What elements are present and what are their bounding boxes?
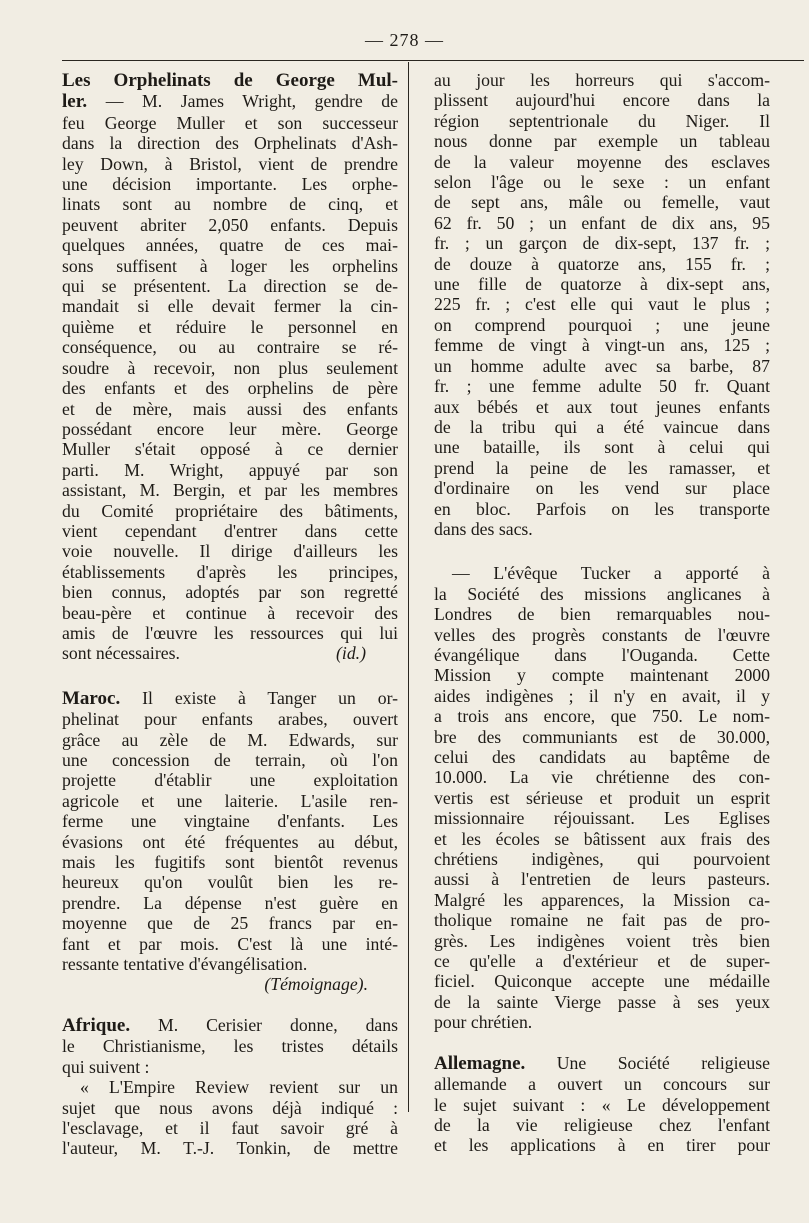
text-line: dans la direction des Orphelinats d'Ash- bbox=[62, 133, 398, 154]
text-line: vertis est sérieuse et produit un esprit bbox=[434, 787, 770, 808]
text-line: « L'Empire Review revient sur un bbox=[80, 1077, 398, 1098]
text-line: selon l'âge ou le sexe : un enfant bbox=[434, 172, 770, 193]
text-line: grâce au zèle de M. Edwards, sur bbox=[62, 729, 398, 750]
text-line: velles des progrès constants de l'œuvre bbox=[434, 624, 770, 645]
text-line: prend la peine de les ramasser, et bbox=[434, 457, 770, 478]
text-line: Afrique. M. Cerisier donne, dans bbox=[62, 1014, 398, 1036]
text-line: le sujet suivant : « Le développement bbox=[434, 1094, 770, 1115]
text-line: et les applications à en tirer pour bbox=[434, 1135, 770, 1156]
text-line: d'ordinaire on les vend sur place bbox=[434, 478, 770, 499]
text-line: Maroc. Il existe à Tanger un or- bbox=[62, 687, 398, 709]
text-line: vient cependant d'entrer dans cette bbox=[62, 520, 398, 541]
spacer bbox=[434, 1033, 770, 1053]
text-line: qui se présentent. La direction se de- bbox=[62, 276, 398, 297]
text-line: possédant encore leur mère. George bbox=[62, 418, 398, 439]
text-line: une concession de terrain, où l'on bbox=[62, 750, 398, 770]
text-line: bre des communiants est de 30.000, bbox=[434, 726, 770, 747]
text-line: de la valeur moyenne des esclaves bbox=[434, 151, 770, 172]
text-line: établissements d'après les principes, bbox=[62, 561, 398, 582]
text-line: feu George Muller et son successeur bbox=[62, 112, 398, 133]
text-line: aux bébés et aux tout jeunes enfants bbox=[434, 396, 770, 417]
article-allemagne bbox=[434, 1053, 770, 1156]
article-last-line: ressante tentative d'évangélisation. bbox=[62, 954, 308, 975]
text-line: a trois ans encore, que 750. Le nom- bbox=[434, 706, 770, 727]
text-line: prendre. La dépense n'est guère en bbox=[62, 892, 398, 913]
article-maroc bbox=[62, 688, 398, 954]
text-line: aussi à l'entretien de leurs pasteurs. bbox=[434, 869, 770, 890]
spacer bbox=[434, 539, 770, 563]
text-line: une bataille, ils sont à celui qui bbox=[434, 437, 770, 458]
text-line: un homme adulte avec sa barbe, 87 bbox=[434, 355, 770, 376]
text-line: Londres de bien remarquables nou- bbox=[434, 604, 770, 625]
text-line: parti. M. Wright, appuyé par son bbox=[62, 459, 398, 480]
text-line: nous donne par exemple un tableau bbox=[434, 131, 770, 152]
text-line: projette d'établir une exploitation bbox=[62, 770, 398, 791]
text-line: de douze à quatorze ans, 155 fr. ; bbox=[434, 253, 770, 274]
text-line: une fille de quatorze à dix-sept ans, bbox=[434, 274, 770, 295]
article-afrique-quote bbox=[62, 1077, 398, 1159]
text-line: l'auteur, M. T.-J. Tonkin, de mettre bbox=[62, 1138, 398, 1159]
text-line: femme de vingt à vingt-un ans, 125 ; bbox=[434, 335, 770, 356]
text-line: Muller s'était opposé à ce dernier bbox=[62, 439, 398, 460]
text-line: quième et réduire le personnel en bbox=[62, 316, 398, 337]
text-line: ficiel. Quiconque accepte une médaille bbox=[434, 971, 770, 992]
text-line: 225 fr. ; c'est elle qui vaut le plus ; bbox=[434, 294, 770, 315]
text-line: de sept ans, mâle ou femelle, vaut bbox=[434, 192, 770, 213]
text-line: fant et par mois. C'est là une inté- bbox=[62, 933, 398, 954]
text-line: soudre à recevoir, non plus seulement bbox=[62, 357, 398, 378]
article-last-line: pour chrétien. bbox=[434, 1012, 533, 1033]
text-line: chrétiens indigènes, qui pourvoient bbox=[434, 849, 770, 870]
left-column bbox=[62, 70, 398, 1159]
text-line: ce qu'elle a d'extérieur et de super- bbox=[434, 951, 770, 972]
text-line: le Christianisme, les tristes détails bbox=[62, 1036, 398, 1057]
right-column bbox=[434, 70, 770, 1156]
source-note: (Témoignage). bbox=[264, 974, 368, 995]
text-line: et de mère, mais aussi des enfants bbox=[62, 398, 398, 419]
text-line: Malgré les apparences, la Mission ca- bbox=[434, 889, 770, 910]
column-divider bbox=[408, 62, 409, 1112]
text-line: tholique romaine ne fait pas de pro- bbox=[434, 910, 770, 931]
article-orphelinats bbox=[62, 70, 398, 643]
text-line: fr. ; un garçon de dix-sept, 137 fr. ; bbox=[434, 233, 770, 254]
article-afrique-cont bbox=[434, 70, 770, 519]
text-line: on comprend pourquoi ; une jeune bbox=[434, 314, 770, 335]
article-line bbox=[62, 643, 398, 663]
text-line: Allemagne. Une Société religieuse bbox=[434, 1052, 770, 1074]
spacer bbox=[62, 664, 398, 688]
text-line: une décision importante. Les orphe- bbox=[62, 174, 398, 195]
text-line: au jour les horreurs qui s'accom- bbox=[434, 70, 770, 90]
text-line: évasions ont été fréquentes au début, bbox=[62, 831, 398, 852]
text-line: sons suffisent à loger les orphelins bbox=[62, 255, 398, 276]
text-line: amis de l'œuvre les ressources qui lui bbox=[62, 622, 398, 643]
text-line: ler. — M. James Wright, gendre de bbox=[62, 91, 398, 113]
text-line: phelinat pour enfants arabes, ouvert bbox=[62, 709, 398, 730]
text-line: bien connus, adoptés par son regretté bbox=[62, 582, 398, 603]
page-number: — 278 — bbox=[365, 30, 444, 50]
text-line: allemande a ouvert un concours sur bbox=[434, 1074, 770, 1095]
text-line: mais les fugitifs sont bientôt revenus bbox=[62, 852, 398, 873]
text-line: Les Orphelinats de George Mul- bbox=[62, 70, 398, 91]
text-line: et les écoles se bâtissent aux frais des bbox=[434, 828, 770, 849]
text-line: des enfants et des orphelins de père bbox=[62, 378, 398, 399]
article-last-line: qui suivent : bbox=[62, 1056, 150, 1077]
text-line: celui des candidats au baptême de bbox=[434, 747, 770, 767]
text-line: de la tribu qui a été vaincue dans bbox=[434, 416, 770, 437]
text-line: conséquence, ou au contraire se ré- bbox=[62, 337, 398, 358]
text-line: quelques années, quatre de ces mai- bbox=[62, 235, 398, 256]
text-line: grès. Les indigènes voient très bien bbox=[434, 930, 770, 951]
text-line: 10.000. La vie chrétienne des con- bbox=[434, 767, 770, 788]
article-last-line: sont nécessaires. bbox=[62, 643, 180, 664]
text-line: sujet que nous avons déjà indiqué : bbox=[62, 1097, 398, 1118]
text-line: assistant, M. Bergin, et par les membres bbox=[62, 480, 398, 501]
text-line: évangélique dans l'Ouganda. Cette bbox=[434, 644, 770, 665]
text-line: en bloc. Parfois on les transporte bbox=[434, 498, 770, 519]
text-line: de la vie religieuse chez l'enfant bbox=[434, 1114, 770, 1135]
text-line: agricole et une laiterie. L'asile ren- bbox=[62, 790, 398, 811]
text-line: 62 fr. 50 ; un enfant de dix ans, 95 bbox=[434, 212, 770, 233]
text-line: fr. ; une femme adulte 50 fr. Quant bbox=[434, 376, 770, 397]
text-line: plissent aujourd'hui encore dans la bbox=[434, 90, 770, 111]
source-note: (id.) bbox=[336, 643, 366, 664]
article-ouganda bbox=[434, 563, 770, 1012]
article-last-line: dans des sacs. bbox=[434, 518, 533, 539]
header-rule bbox=[62, 60, 804, 61]
text-line: beau-père et continue à recevoir des bbox=[62, 602, 398, 623]
text-line: mandait si elle devait fermer la cin- bbox=[62, 296, 398, 317]
text-line: ferme une vingtaine d'enfants. Les bbox=[62, 811, 398, 832]
text-line: ley Down, à Bristol, vient de prendre bbox=[62, 153, 398, 174]
text-line: voie nouvelle. Il dirige d'ailleurs les bbox=[62, 541, 398, 562]
text-line: aides indigènes ; il n'y en avait, il y bbox=[434, 685, 770, 706]
article-afrique bbox=[62, 1015, 398, 1057]
text-line: la Société des missions anglicanes à bbox=[434, 583, 770, 604]
text-line: peuvent abriter 2,050 enfants. Depuis bbox=[62, 214, 398, 235]
text-line: Mission y compte maintenant 2000 bbox=[434, 665, 770, 686]
text-line: heureux qu'on voulût bien les re- bbox=[62, 872, 398, 893]
text-line: l'esclavage, et il faut savoir gré à bbox=[62, 1117, 398, 1138]
spacer bbox=[62, 995, 398, 1015]
text-line: missionnaire réjouissant. Les Eglises bbox=[434, 808, 770, 829]
text-line: région septentrionale du Niger. Il bbox=[434, 110, 770, 131]
text-line: du Comité propriétaire des bâtiments, bbox=[62, 500, 398, 521]
text-line: de la sainte Vierge passe à ses yeux bbox=[434, 991, 770, 1012]
text-line: moyenne que de 25 francs par en- bbox=[62, 913, 398, 934]
text-line: — L'évêque Tucker a apporté à bbox=[452, 563, 770, 584]
text-line: linats sont au nombre de cinq, et bbox=[62, 194, 398, 215]
